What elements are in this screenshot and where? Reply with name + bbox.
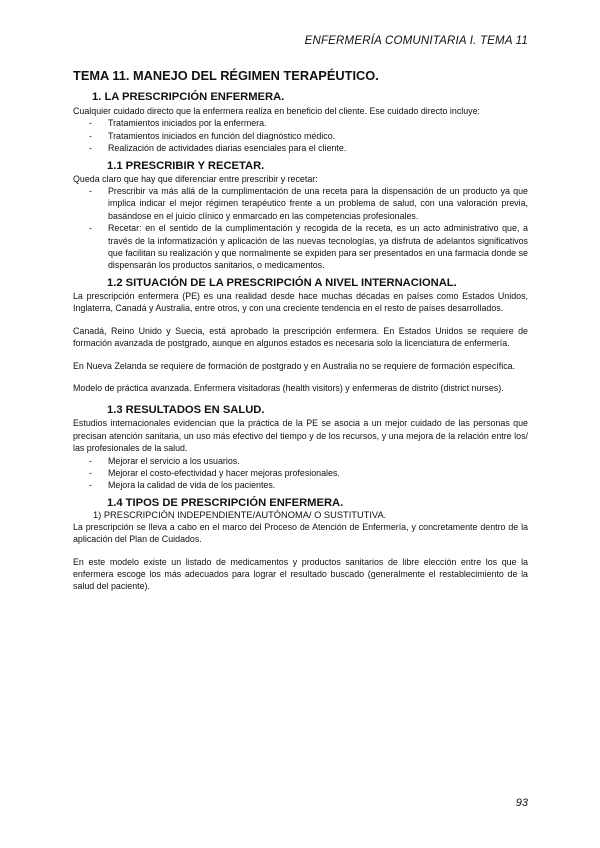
section-1-4-heading: 1.4 TIPOS DE PRESCRIPCIÓN ENFERMERA. (107, 496, 344, 509)
section-1-3-intro: Estudios internacionales evidencian que la práctica de la PE se asocia a un mejor cuidado de las personas que precisan atención sanitaria, un uso más efectivo del tiempo y de los recursos, y una mejora de la relación entre los/ las profesionales de la salud. (73, 418, 528, 454)
section-1-1-intro: Queda claro que hay que diferenciar entre prescribir y recetar: (73, 173, 318, 184)
section-1-2-paragraph: En Nueva Zelanda se requiere de formación de postgrado y en Australia no se requiere de formación específica. (73, 360, 516, 371)
list-item: - Mejorar el costo-efectividad y hacer mejoras profesionales. (73, 467, 528, 479)
section-1-1-list (73, 185, 528, 272)
page-content (73, 68, 528, 593)
list-item: - Tratamientos iniciados en función del diagnóstico médico. (73, 130, 528, 142)
section-1-intro: Cualquier cuidado directo que la enfermera realiza en beneficio del cliente. Ese cuidado directo incluye: (73, 106, 481, 116)
section-1-list (73, 117, 528, 154)
section-1-heading: 1. LA PRESCRIPCIÓN ENFERMERA. (92, 91, 285, 103)
page-number: 93 (515, 797, 528, 809)
list-item: - Realización de actividades diarias esenciales para el cliente. (73, 142, 528, 154)
list-item: - Mejora la calidad de vida de los pacientes. (73, 479, 528, 491)
list-item: - Tratamientos iniciados por la enfermera. (73, 117, 528, 129)
page-title: TEMA 11. MANEJO DEL RÉGIMEN TERAPÉUTICO. (73, 68, 379, 83)
section-1-4-subheading: 1) PRESCRIPCIÓN INDEPENDIENTE/AUTÓNOMA/ O SUSTITUTIVA. (93, 509, 387, 520)
list-item: - Recetar: en el sentido de la cumplimentación y recogida de la receta, es un acto administrativo que, a través de la informatización y aplicación de las nuevas tecnologías, ya disfruta de adelantos significativos que facilitan su realización y que normalmente se expiden para ser presentados en una farmacia donde se dispensarán los productos sanitarios, o medicamentos. (73, 222, 528, 272)
section-1-1-heading: 1.1 PRESCRIBIR Y RECETAR. (107, 159, 265, 172)
section-1-2-paragraph: La prescripción enfermera (PE) es una realidad desde hace muchas décadas en países como Estados Unidos, Inglaterra, Canadá y Australia, entre otros, y con una creciente tendencia en el resto de países desarrollados. (73, 290, 528, 314)
section-1-4-paragraph: En este modelo existe un listado de medicamentos y productos sanitarios de libre elección entre los que la enfermera escoge los más adecuados para lograr el resultado buscado (generalmente el restablecimiento de la salud del paciente). (73, 556, 528, 592)
running-header: ENFERMERÍA COMUNITARIA I. TEMA 11 (304, 35, 528, 47)
section-1-2-paragraph: Modelo de práctica avanzada. Enfermera visitadoras (health visitors) y enfermeras de distrito (district nurses). (73, 382, 504, 393)
list-item: - Mejorar el servicio a los usuarios. (73, 455, 528, 467)
section-1-4-paragraph: La prescripción se lleva a cabo en el marco del Proceso de Atención de Enfermería, y concretamente dentro de la aplicación del Plan de Cuidados. (73, 521, 528, 545)
section-1-3-list (73, 455, 528, 492)
section-1-2-heading: 1.2 SITUACIÓN DE LA PRESCRIPCIÓN A NIVEL INTERNACIONAL. (107, 276, 457, 289)
section-1-3-heading: 1.3 RESULTADOS EN SALUD. (107, 404, 265, 417)
section-1-2-paragraph: Canadá, Reino Unido y Suecia, está aprobado la prescripción enfermera. En Estados Unidos se requiere de formación avanzada de postgrado, aunque en algunos estados es necesaria solo la licenciatura de enfermería. (73, 325, 528, 349)
list-item: - Prescribir va más allá de la cumplimentación de una receta para la dispensación de un producto ya que implica indicar el mejor régimen terapéutico frente a un problema de salud, con una valoración previa, basándose en el juicio clínico y enmarcado en las competencias profesionales. (73, 185, 528, 222)
